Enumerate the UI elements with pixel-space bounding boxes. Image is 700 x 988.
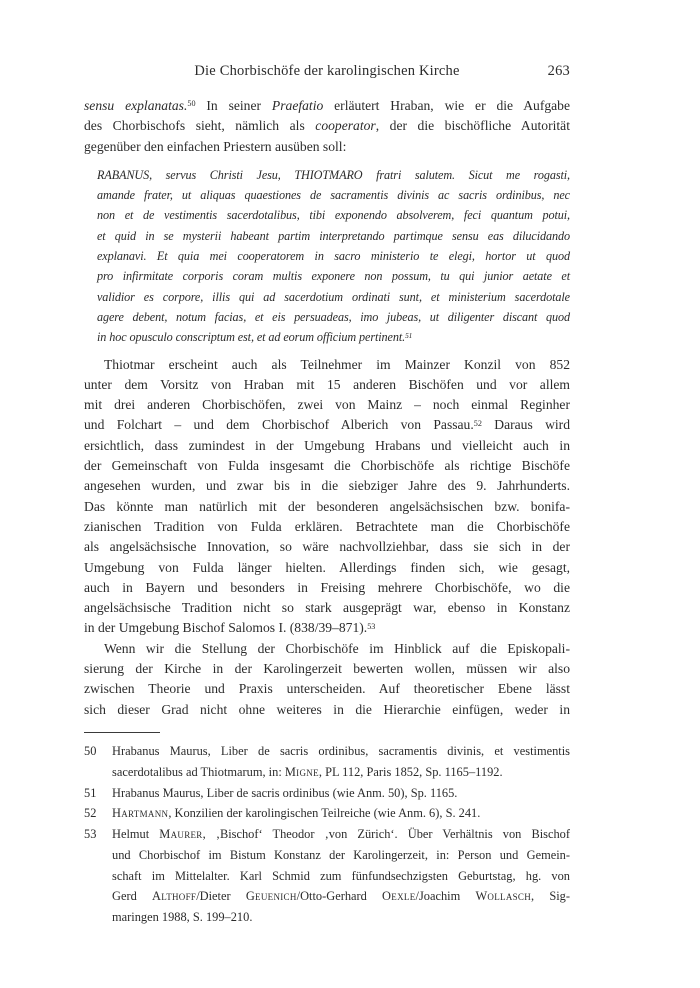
- footnotes-section: [84, 741, 570, 928]
- text-line: explanavi. Et quia mei cooperatorem in sacro ministerio te elegi, hortor ut quod: [97, 249, 570, 264]
- footnote-number: 51: [84, 785, 97, 800]
- text-line: Hartmann, Konzilien der karolingischen Teilreiche (wie Anm. 6), S. 241.: [112, 806, 481, 821]
- paragraph-thiotmar: [84, 355, 570, 639]
- text-line: Das könnte man natürlich mit der besonderen angelsächsischen bzw. bonifa-: [84, 498, 570, 514]
- text-line: RABANUS, servus Christi Jesu, THIOTMARO fratri salutem. Sicut me rogasti,: [97, 167, 570, 182]
- text-line: Helmut Maurer, ‚Bischof‘ Theodor ‚von Zürich‘. Über Verhältnis von Bischof: [112, 827, 570, 842]
- text-line: Hrabanus Maurus, Liber de sacris ordinibus (wie Anm. 50), Sp. 1165.: [112, 785, 458, 800]
- text-line: schaft im Mittelalter. Karl Schmid zum fünfundsechzigsten Geburtstag, hg. von: [112, 868, 570, 883]
- text-line: maringen 1988, S. 199–210.: [112, 910, 253, 925]
- text-line: validior es corpore, illis qui ad sacerdotium ordinati sunt, et ministerium sacerdotale: [97, 289, 570, 304]
- paragraph-intro: [84, 96, 570, 157]
- text-line: mit drei anderen Chorbischöfen, zwei von Mainz – noch einmal Reginher: [84, 397, 570, 413]
- text-line: non et de vestimentis sacerdotalibus, tibi exponendo absolverem, feci quantum potui,: [97, 208, 570, 223]
- footnote-number: 52: [84, 806, 97, 821]
- running-header: [84, 62, 570, 80]
- footnote-52: [84, 803, 570, 824]
- text-line: pro infirmitate corporis coram multis exponere non possum, tu qui junior aetate et: [97, 269, 570, 284]
- text-line: sacerdotalibus ad Thiotmarum, in: Migne, PL 112, Paris 1852, Sp. 1165–1192.: [112, 764, 503, 779]
- text-line: in der Umgebung Bischof Salomos I. (838/39–871).$^{53}$: [84, 620, 376, 636]
- text-line: des Chorbischofs sieht, nämlich als cooperator, der die bischöfliche Autorität: [84, 118, 570, 134]
- latin-block-quote: [97, 165, 570, 348]
- footnote-number: 50: [84, 743, 97, 758]
- page-number: 263: [547, 63, 570, 79]
- paragraph-episkopalisierung: [84, 639, 570, 720]
- text-line: ersichtlich, dass zumindest in der Umgebung Hrabans und vielleicht auch in: [84, 437, 570, 453]
- footnote-text: [112, 783, 570, 804]
- text-line: amande frater, ut aliquas quaestiones de sacramentis divinis ac sacris ordinibus, nec: [97, 188, 570, 203]
- text-line: et quid in se mysterii habeant partim interpretando partimque sensu eas dilucidando: [97, 228, 570, 243]
- footnote-50: [84, 741, 570, 783]
- text-line: agere debent, notum facias, et eis persuadeas, imo jubeas, ut diligenter discant quod: [97, 309, 570, 324]
- footnote-text: [112, 824, 570, 928]
- text-line: Umgebung von Fulda länger hielten. Allerdings finden sich, wie gesagt,: [84, 559, 570, 575]
- footnote-51: [84, 783, 570, 804]
- text-line: sich dieser Grad nicht ohne weiteres in die Hierarchie einfügen, weder in: [84, 701, 570, 717]
- text-line: sensu explanatas.$^{50}$ In seiner Praefatio erläutert Hraban, wie er die Aufgabe: [84, 98, 571, 113]
- text-line: als angelsächsische Innovation, so wäre nachvollziehbar, dass sie sich in der: [84, 539, 570, 555]
- text-line: sierung der Kirche in der Karolingerzeit bewerten wollen, müssen wir also: [84, 661, 570, 677]
- text-line: gegenüber den einfachen Priestern ausüben soll:: [84, 138, 347, 154]
- footnote-53: [84, 824, 570, 928]
- text-line: in hoc opusculo conscriptum est, et ad eorum officium pertinent.$^{51}$: [97, 330, 413, 345]
- text-line: zianischen Tradition von Fulda erklären. Betrachtete man die Chorbischöfe: [84, 518, 570, 534]
- text-line: Thiotmar erscheint auch als Teilnehmer im Mainzer Konzil von 852: [104, 356, 570, 372]
- footnote-separator-rule: [84, 732, 160, 733]
- text-line: angelsächsische Tradition nicht so stark ausgeprägt war, ebenso in Konstanz: [84, 600, 570, 616]
- text-line: Gerd Althoff/Dieter Geuenich/Otto-Gerhard Oexle/Joachim Wollasch, Sig-: [112, 889, 570, 904]
- footnote-number: 53: [84, 827, 97, 842]
- text-line: Wenn wir die Stellung der Chorbischöfe im Hinblick auf die Episkopali-: [104, 640, 570, 656]
- footnote-text: [112, 741, 570, 783]
- text-line: angesehen wurden, und zwar bis in die siebziger Jahre des 9. Jahrhunderts.: [84, 478, 570, 494]
- footnote-text: [112, 803, 570, 824]
- page-title: Die Chorbischöfe der karolingischen Kirche: [194, 63, 460, 79]
- text-line: unter dem Vorsitz von Hraban mit 15 anderen Bischöfen und vor allem: [84, 376, 570, 392]
- text-line: auch in Bayern und besonders in Freising mehrere Chorbischöfe, wo die: [84, 579, 570, 595]
- text-line: und Chorbischof im Bistum Konstanz der Karolingerzeit, in: Person und Gemein-: [112, 847, 570, 862]
- text-line: Hrabanus Maurus, Liber de sacris ordinibus, sacramentis divinis, et vestimentis: [112, 743, 570, 758]
- text-line: der Gemeinschaft von Fulda insgesamt die Chorbischöfe als richtige Bischöfe: [84, 458, 570, 474]
- text-line: und Folchart – und dem Chorbischof Alberich von Passau.$^{52}$ Daraus wird: [84, 417, 571, 433]
- text-column: [84, 62, 570, 928]
- text-line: zwischen Theorie und Praxis unterscheiden. Auf theoretischer Ebene lässt: [84, 681, 570, 697]
